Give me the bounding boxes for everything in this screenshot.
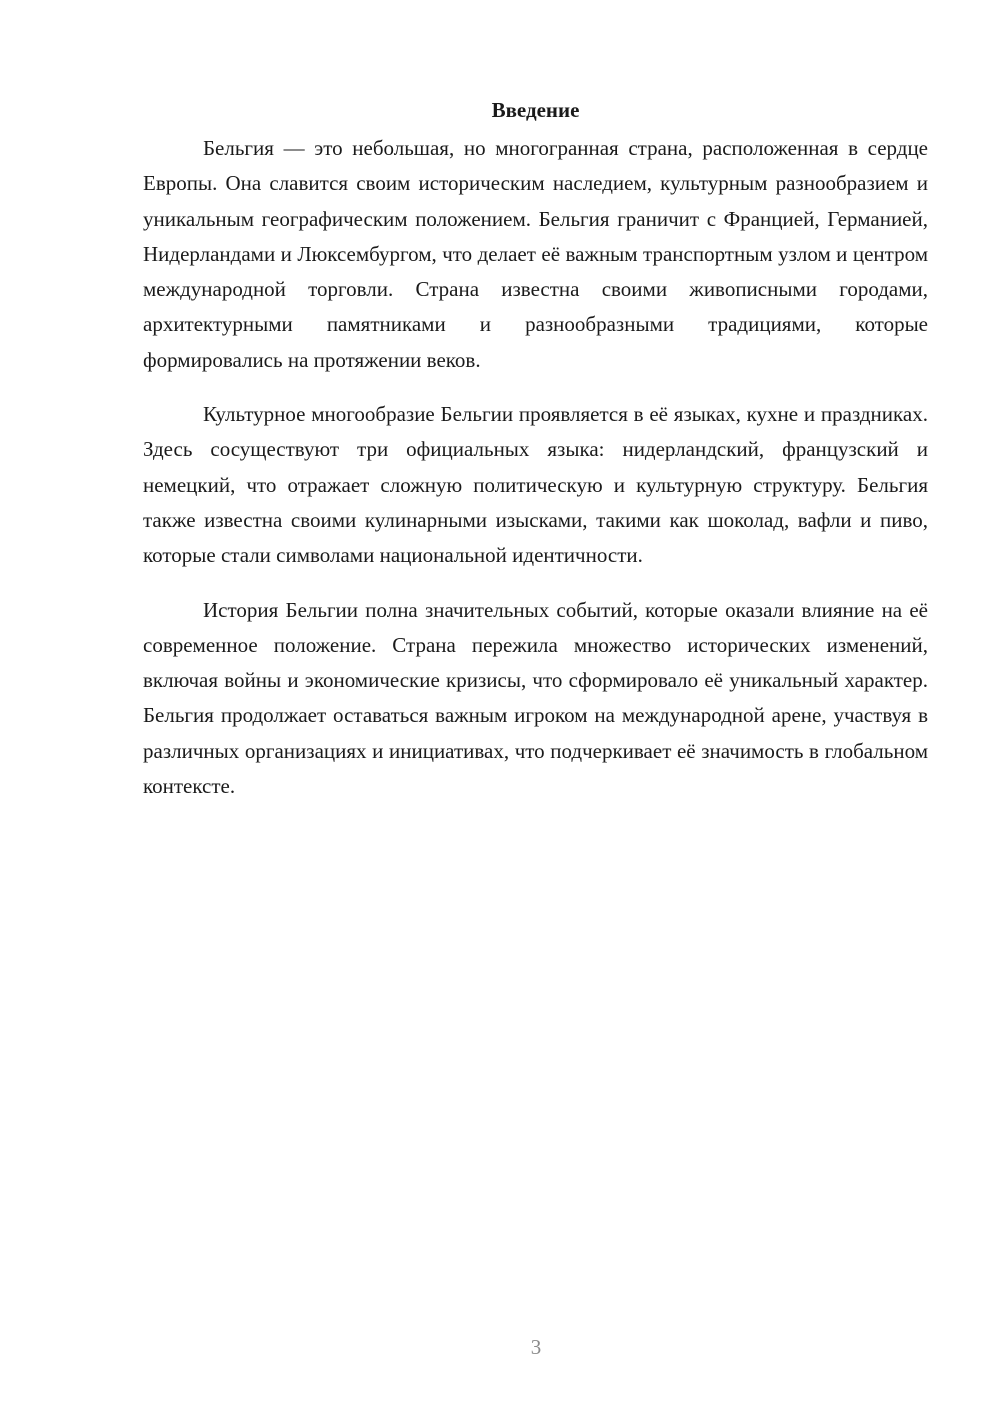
section-heading: Введение [491, 98, 580, 122]
paragraph-culture: Культурное многообразие Бельгии проявляется в её языках, кухне и праздниках. Здесь сосуществуют три официальных языка: нидерландский, французский и немецкий, что отражает сложную политическую и культурную структуру. Бельгия также известна своими кулинарными изысками, такими как шоколад, вафли и пиво, которые стали символами национальной идентичности. [143, 402, 928, 568]
page-number: 3 [530, 1335, 542, 1359]
paragraph-history: История Бельгии полна значительных событий, которые оказали влияние на её современное положение. Страна пережила множество исторических изменений, включая войны и экономические кризисы, что сформировало её уникальный характер. Бельгия продолжает оставаться важным игроком на международной арене, участвуя в различных организациях и инициативах, что подчеркивает её значимость в глобальном контексте. [143, 597, 928, 799]
paragraph-intro: Бельгия — это небольшая, но многогранная страна, расположенная в сердце Европы. Она славится своим историческим наследием, культурным разнообразием и уникальным географическим положением. Бельгия граничит с Францией, Германией, Нидерландами и Люксембургом, что делает её важным транспортным узлом и центром международной торговли. Страна известна своими живописными городами, архитектурными памятниками и разнообразными традициями, которые формировались на протяжении веков. [143, 136, 928, 372]
page-content [143, 92, 928, 823]
